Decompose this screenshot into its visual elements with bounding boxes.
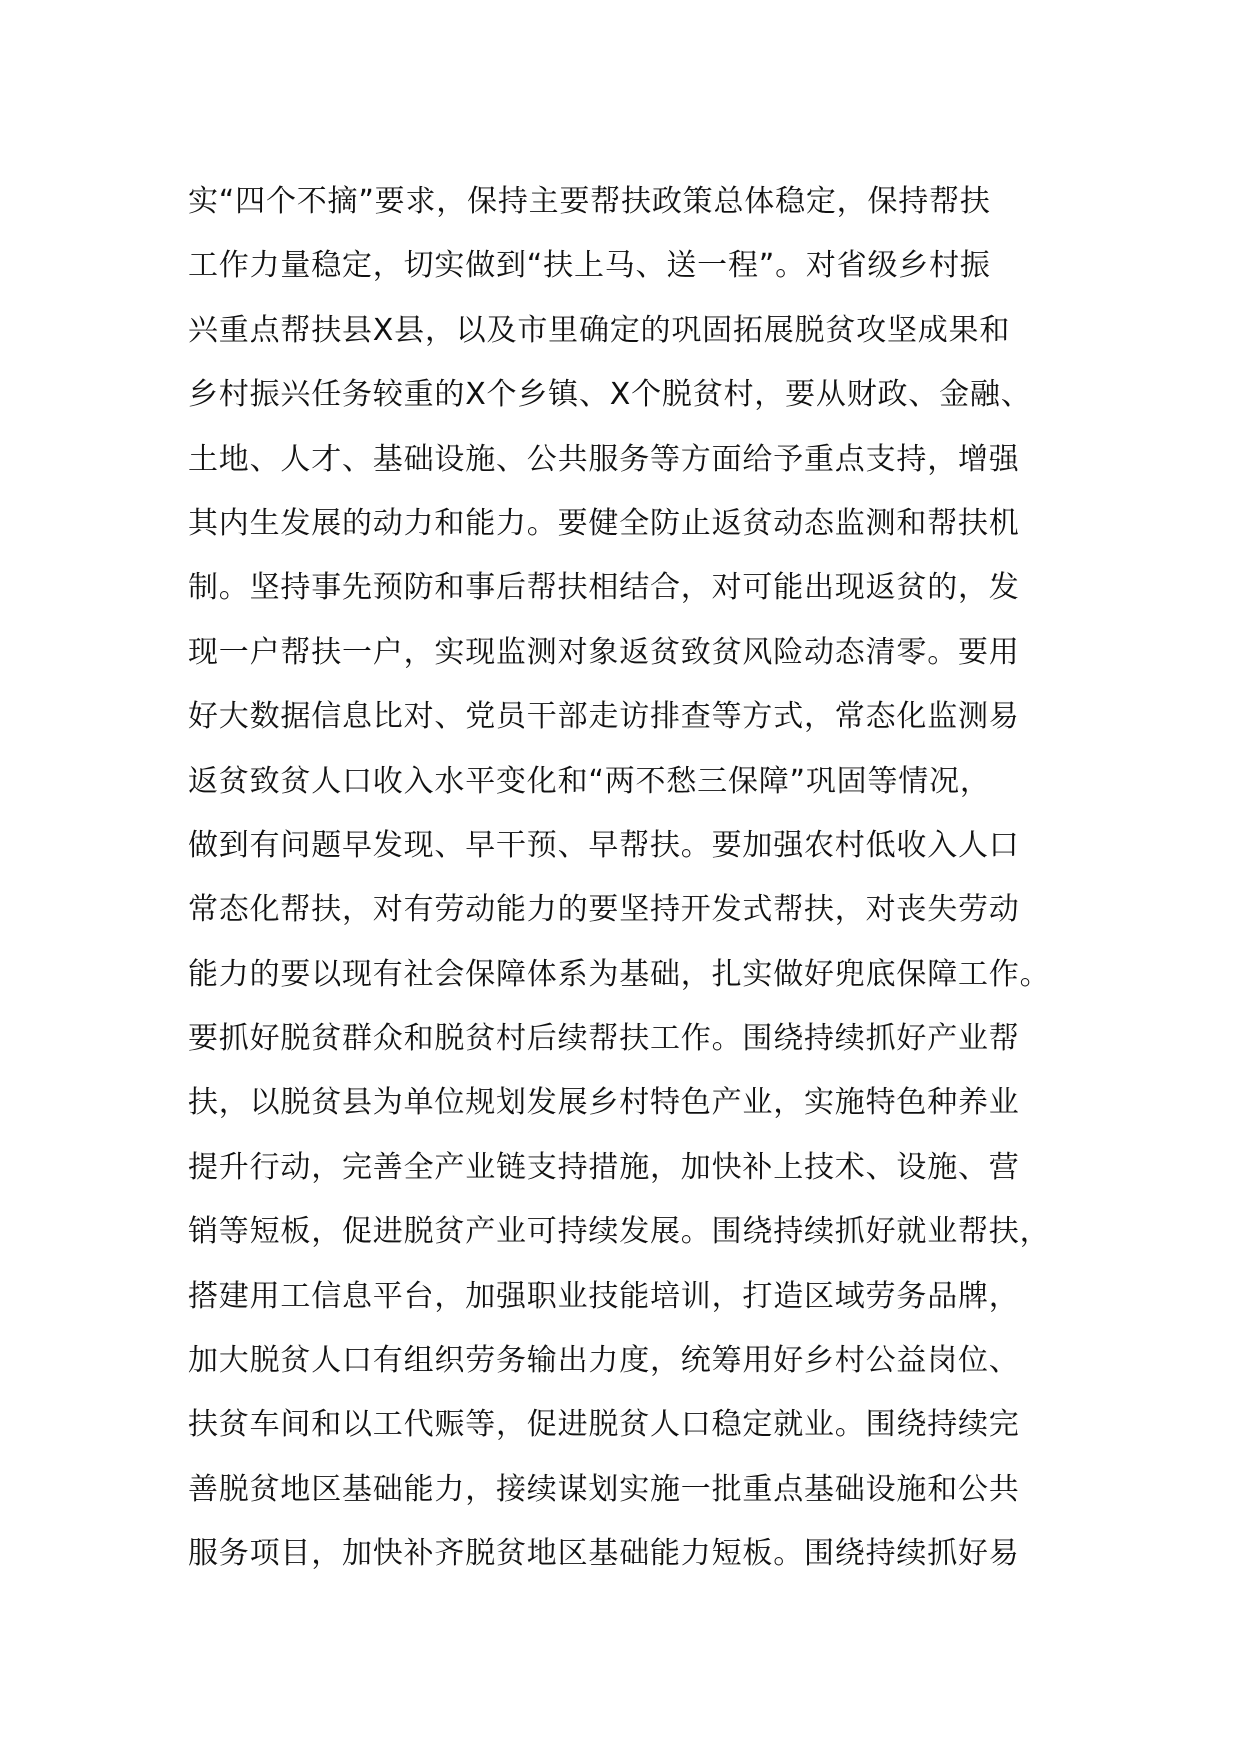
text-line: 销等短板，促进脱贫产业可持续发展。围绕持续抓好就业帮扶， (188, 1214, 1051, 1250)
text-line: 扶贫车间和以工代赈等，促进脱贫人口稳定就业。围绕持续完 (188, 1407, 1020, 1443)
text-line: 土地、人才、基础设施、公共服务等方面给予重点支持，增强 (188, 441, 1020, 477)
text-line: 兴重点帮扶县X县，以及市里确定的巩固拓展脱贫攻坚成果和 (188, 312, 1011, 348)
text-line: 返贫致贫人口收入水平变化和“两不愁三保障”巩固等情况， (188, 763, 991, 799)
text-line: 其内生发展的动力和能力。要健全防止返贫动态监测和帮扶机 (188, 505, 1020, 541)
text-line: 能力的要以现有社会保障体系为基础，扎实做好兜底保障工作。 (188, 956, 1051, 992)
text-line: 加大脱贫人口有组织劳务输出力度，统筹用好乡村公益岗位、 (188, 1343, 1020, 1379)
text-line: 实“四个不摘”要求，保持主要帮扶政策总体稳定，保持帮扶 (188, 184, 991, 219)
text-line: 扶，以脱贫县为单位规划发展乡村特色产业，实施特色种养业 (188, 1085, 1020, 1121)
text-line: 提升行动，完善全产业链支持措施，加快补上技术、设施、营 (188, 1149, 1020, 1185)
text-line: 现一户帮扶一户，实现监测对象返贫致贫风险动态清零。要用 (188, 634, 1020, 670)
text-line: 工作力量稳定，切实做到“扶上马、送一程”。对省级乡村振 (188, 248, 991, 284)
text-line: 做到有问题早发现、早干预、早帮扶。要加强农村低收入人口 (188, 827, 1020, 863)
text-line: 要抓好脱贫群众和脱贫村后续帮扶工作。围绕持续抓好产业帮 (188, 1021, 1020, 1057)
text-line: 制。坚持事先预防和事后帮扶相结合，对可能出现返贫的，发 (188, 570, 1020, 606)
text-line: 服务项目，加快补齐脱贫地区基础能力短板。围绕持续抓好易 (188, 1536, 1020, 1572)
body-text (188, 170, 1088, 1587)
text-line: 常态化帮扶，对有劳动能力的要坚持开发式帮扶，对丧失劳动 (188, 892, 1020, 928)
text-line: 善脱贫地区基础能力，接续谋划实施一批重点基础设施和公共 (188, 1471, 1020, 1507)
text-line: 乡村振兴任务较重的X个乡镇、X个脱贫村，要从财政、金融、 (188, 377, 1032, 413)
text-line: 搭建用工信息平台，加强职业技能培训，打造区域劳务品牌， (188, 1278, 1020, 1314)
text-line: 好大数据信息比对、党员干部走访排查等方式，常态化监测易 (188, 699, 1020, 735)
